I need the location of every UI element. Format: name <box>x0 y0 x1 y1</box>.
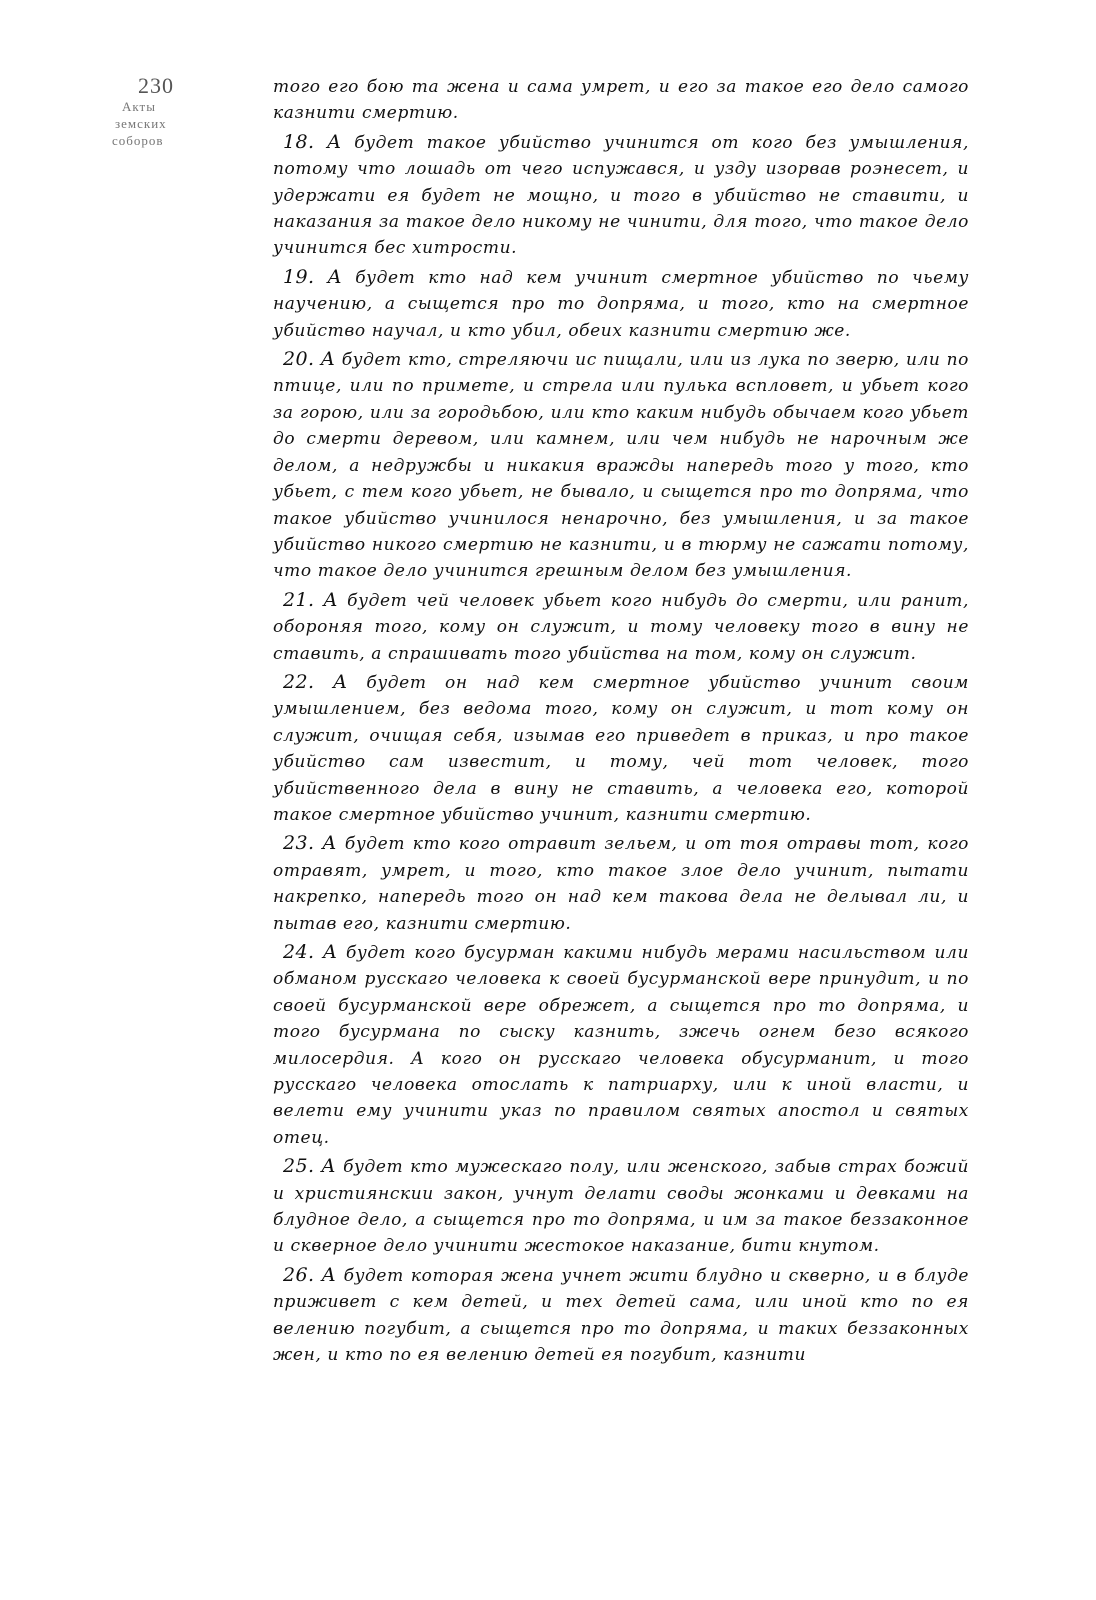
article-lead: А <box>320 348 336 371</box>
page-number: 230 <box>138 73 174 98</box>
paragraph-text: будет кто, стреляючи ис пищали, или из лука по зверю, или по птице, или по примете, и стрела или пулька вспловет, и убьет кого за горою, или за городьбою, или кто каким нибудь обычаем кого убьет до смерти деревом, или камнем, или чем нибудь не нарочным же делом, а недружбы и никакия вражды напередь того у того, кто убьет, с тем кого убьет, не бывало, и сыщется про то допряма, что такое убийство учинилося ненарочно, без умышления, и за такое убийство никого смертию не казнити, и в тюрму не сажати потому, что такое дело учинится грешным делом без умышления. <box>273 350 969 582</box>
article-number: 22. <box>283 670 315 693</box>
paragraph-text: того его бою та жена и сама умрет, и его за такое его дело самого казнити смертию. <box>273 77 969 124</box>
running-title-line: земских <box>115 116 167 131</box>
paragraph-text: будет кто кого отравит зельем, и от тоя отравы тот, кого отравят, умрет, и того, кто такое злое дело учинит, пытати накрепко, напередь того он над кем такова дела не делывал ли, и пытав его, казнити смертию. <box>273 834 969 934</box>
article-number: 20. <box>283 348 315 371</box>
article-lead: А <box>332 670 348 693</box>
margin-header <box>112 74 222 149</box>
article-lead: А <box>322 941 338 963</box>
article-23 <box>273 830 969 937</box>
article-21 <box>273 587 969 667</box>
article-number: 26. <box>283 1263 315 1286</box>
running-title-line: Акты <box>122 99 156 114</box>
article-25 <box>273 1153 969 1260</box>
article-number: 25. <box>283 1155 315 1178</box>
article-19 <box>273 264 969 344</box>
article-lead: А <box>321 1263 337 1286</box>
paragraph-text: будет он над кем смертное убийство учинит своим умышлением, без ведома того, кому он служит, и тот кому он служит, очищая себя, изымав его приведет в приказ, и про такое убийство сам известит, и тому, чей тот человек, того убийственного дела в вину не ставить, а человека его, которой такое смертное убийство учинит, казнити смертию. <box>273 672 969 825</box>
article-number: 21. <box>283 588 315 611</box>
article-18 <box>273 129 969 262</box>
article-number: 19. <box>283 265 315 288</box>
paragraph-text: будет кто мужескаго полу, или женского, забыв страх божий и християнскии закон, учнут делати своды жонками и девками на блудное дело, а сыщется про то допряма, и им за такое беззаконное и скверное дело учинити жестокое наказание, бити кнутом. <box>273 1157 969 1257</box>
article-number: 18. <box>283 130 315 153</box>
paragraph-text: будет кто над кем учинит смертное убийство по чьему научению, а сыщется про то допряма, и того, кто на смертное убийство научал, и кто убил, обеих казнити смертию же. <box>273 267 969 341</box>
article-lead: А <box>326 130 342 153</box>
paragraph-text: будет которая жена учнет жити блудно и скверно, и в блуде приживет с кем детей, и тех детей сама, или иной кто по ея велению погубит, а сыщется про то допряма, и таких беззаконных жен, и кто по ея велению детей ея погубит, казнити <box>273 1265 970 1366</box>
paragraph-text: будет чей человек убьет кого нибудь до смерти, или ранит, обороняя того, кому он служит, и тому человеку того в вину не ставить, а спрашивать того убийства на том, кому он служит. <box>273 590 969 664</box>
paragraph-text: будет такое убийство учинится от кого без умышления, потому что лошадь от чего испужався, и узду изорвав роэнесет, и удержати ея будет не мощно, и того в убийство не ставити, и наказания за такое дело никому не чинити, для того, что такое дело учинится бес хитрости. <box>273 132 969 259</box>
article-lead: А <box>321 1155 337 1178</box>
article-number: 24. <box>283 941 315 963</box>
article-lead: А <box>327 265 343 288</box>
article-lead: А <box>323 588 339 611</box>
paragraph-continuation <box>273 74 969 127</box>
article-20 <box>273 346 969 585</box>
article-24 <box>273 939 969 1151</box>
running-title-line: соборов <box>112 133 164 148</box>
article-lead: А <box>322 832 338 855</box>
article-number: 23. <box>283 832 315 855</box>
body-text <box>273 74 969 1371</box>
paragraph-text: будет кого бусурман какими нибудь мерами насильством или обманом русскаго человека к своей бусурманской вере принудит, и по своей бусурманской вере обрежет, а сыщется про то допряма, и того бусурмана по сыску казнить, зжечь огнем безо всякого милосердия. А кого он русскаго человека обусурманит, и того русскаго человека отослать к патриарху, или к иной власти, и велети ему учинити указ по правилом святых апостол и святых отец. <box>273 943 969 1148</box>
article-26 <box>273 1262 969 1369</box>
article-22 <box>273 669 969 828</box>
